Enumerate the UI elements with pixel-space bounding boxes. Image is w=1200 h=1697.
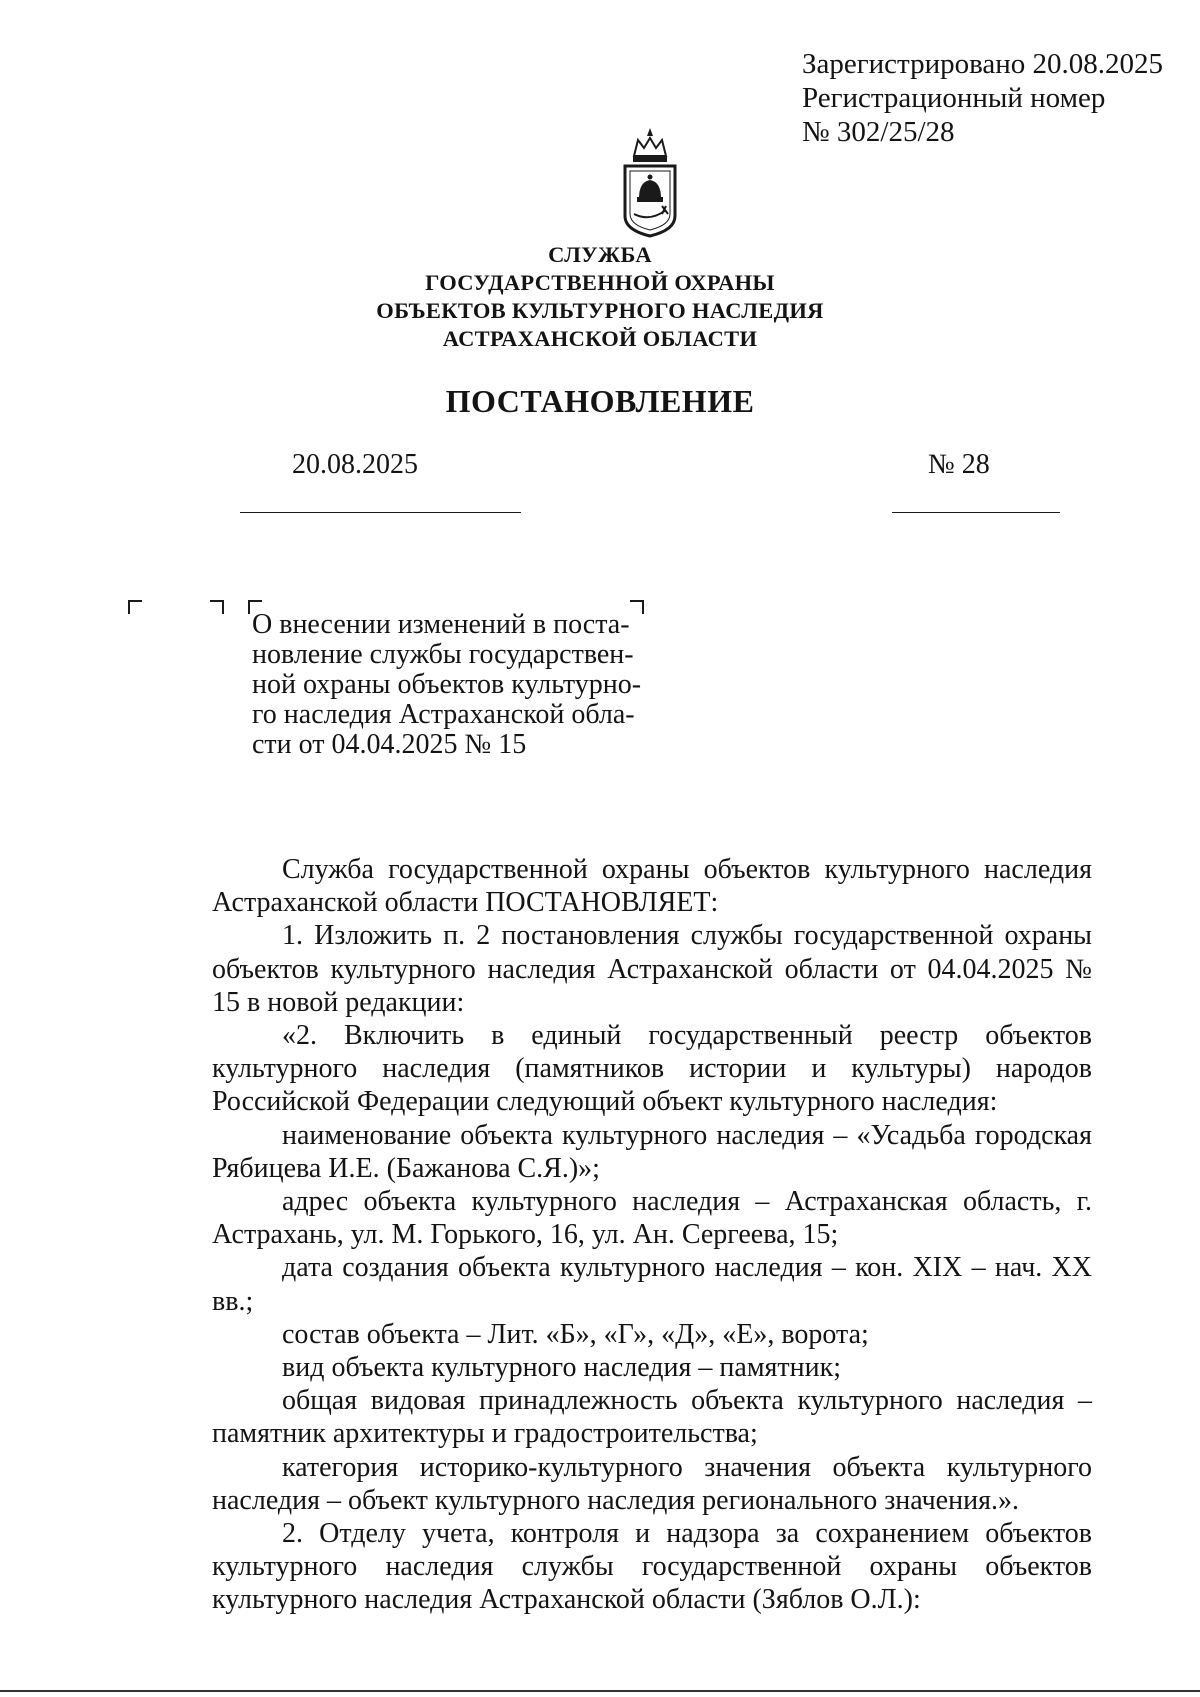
registration-block [802,47,1163,149]
page-bottom-edge [0,1690,1200,1692]
date-underline [240,512,521,513]
astrakhan-coat-of-arms-icon [620,126,680,238]
document-subject [252,610,641,760]
organization-name [0,241,1200,353]
body-paragraph: вид объекта культурного наследия – памятник; [282,1352,842,1384]
number-underline [892,512,1060,513]
subject-line: го наследия Астраханской обла- [252,699,635,730]
document-type: ПОСТАНОВЛЕНИЕ [445,383,755,419]
organization-line-3: ОБЪЕКТОВ КУЛЬТУРНОГО НАСЛЕДИЯ [376,298,824,323]
body-paragraph: состав объекта – Лит. «Б», «Г», «Д», «Е», ворота; [282,1318,869,1350]
body-paragraph: адрес объекта культурного наследия – Астраханская область, г. Астрахань, ул. М. Горького, 16, ул. Ан. Сергеева, 15; [212,1186,1092,1251]
body-paragraph: «2. Включить в единый государственный реестр объектов культурного наследия (памятников истории и культуры) народов Российской Федерации следующий объект культурного наследия: [212,1020,1092,1118]
document-number: № 28 [928,449,990,480]
subject-line: сти от 04.04.2025 № 15 [252,729,527,760]
body-paragraph: 2. Отделу учета, контроля и надзора за сохранением объектов культурного наследия службы государственной охраны объектов культурного наследия Астраханской области (Зяблов О.Л.): [212,1518,1092,1616]
subject-line: О внесении изменений в поста- [252,609,630,640]
body-paragraph: Служба государственной охраны объектов культурного наследия Астраханской области ПОСТАНОВЛЯЕТ: [212,854,1092,919]
body-paragraph: наименование объекта культурного наследия – «Усадьба городская Рябицева И.Е. (Бажанова С.Я.)»; [212,1119,1092,1184]
subject-line: новление службы государствен- [252,639,634,670]
body-paragraph: категория историко-культурного значения объекта культурного наследия – объект культурного наследия регионального значения.». [212,1451,1092,1516]
organization-line-1: СЛУЖБА [548,242,652,267]
subject-line: ной охраны объектов культурно- [252,669,642,700]
body-paragraph: 1. Изложить п. 2 постановления службы государственной охраны объектов культурного наследия Астраханской области от 04.04.2025 № 15 в новой редакции: [212,920,1092,1018]
registration-date: Зарегистрировано 20.08.2025 [802,48,1164,80]
document-body [212,853,1092,1617]
body-paragraph: дата создания объекта культурного наследия – кон. XIX – нач. XX вв.; [212,1252,1092,1317]
registration-label: Регистрационный номер [802,82,1106,114]
organization-line-2: ГОСУДАРСТВЕННОЙ ОХРАНЫ [425,270,775,295]
corner-bracket-left [128,600,142,614]
document-date: 20.08.2025 [292,449,418,480]
registration-number: № 302/25/28 [802,116,955,148]
organization-line-4: АСТРАХАНСКОЙ ОБЛАСТИ [442,326,758,351]
body-paragraph: общая видовая принадлежность объекта культурного наследия – памятник архитектуры и градостроительства; [212,1385,1092,1450]
corner-bracket-mid-right [210,600,224,614]
